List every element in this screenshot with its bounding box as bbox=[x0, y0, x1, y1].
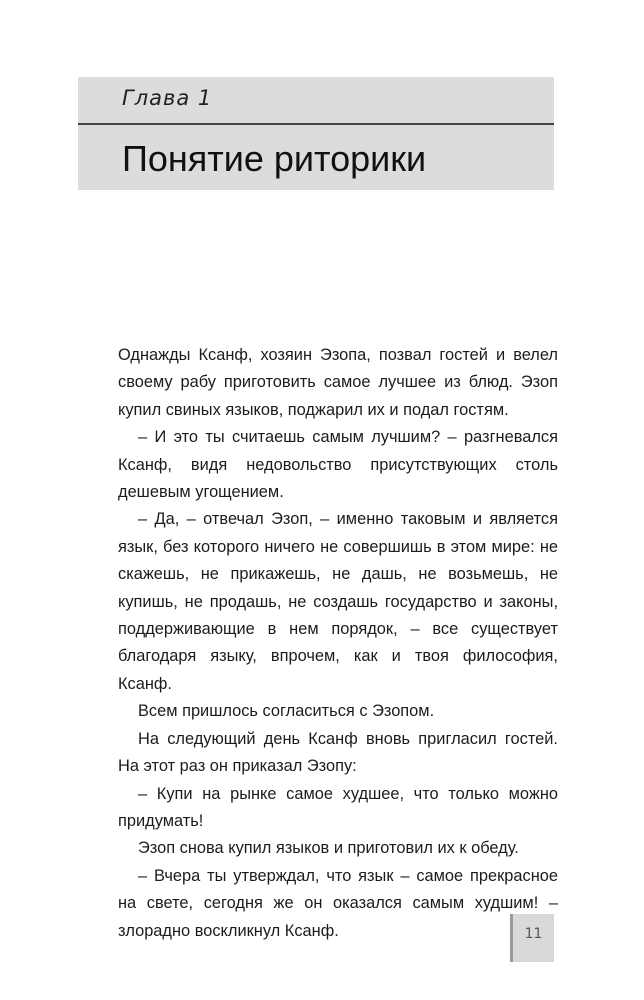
chapter-label: Глава 1 bbox=[122, 86, 213, 110]
paragraph: Однажды Ксанф, хозяин Эзопа, позвал гостей и велел своему рабу приготовить самое лучшее из блюд. Эзоп купил свиных языков, поджарил их и подал гостям. bbox=[118, 346, 558, 419]
chapter-header bbox=[78, 77, 554, 190]
paragraph: – И это ты считаешь самым лучшим? – разгневался Ксанф, видя недовольство присутствующих столь дешевым угощением. bbox=[118, 428, 558, 502]
paragraph: – Купи на рынке самое худшее, что только можно придумать! bbox=[118, 784, 558, 830]
paragraph: Эзоп снова купил языков и приготовил их к обеду. bbox=[138, 839, 519, 858]
paragraph: – Вчера ты утверждал, что язык – самое прекрасное на свете, сегодня же он оказался самым худшим! – злорадно воскликнул Ксанф. bbox=[118, 866, 558, 940]
page-number: 11 bbox=[524, 926, 543, 942]
paragraph: Всем пришлось согласиться с Эзопом. bbox=[138, 702, 435, 721]
chapter-title: Понятие риторики bbox=[122, 138, 427, 179]
paragraph: – Да, – отвечал Эзоп, – именно таковым и является язык, без которого ничего не совершишь в этом мире: не скажешь, не прикажешь, не дашь, не возьмешь, не купишь, не продашь, не создашь государство и законы, поддерживающие в нем порядок, – все существует благодаря языку, впрочем, как и твоя философия, Ксанф. bbox=[118, 510, 558, 693]
header-divider bbox=[78, 123, 554, 125]
paragraph: На следующий день Ксанф вновь пригласил гостей. На этот раз он приказал Эзопу: bbox=[118, 729, 558, 776]
body-text bbox=[118, 342, 558, 945]
page-number-tab bbox=[510, 914, 554, 962]
